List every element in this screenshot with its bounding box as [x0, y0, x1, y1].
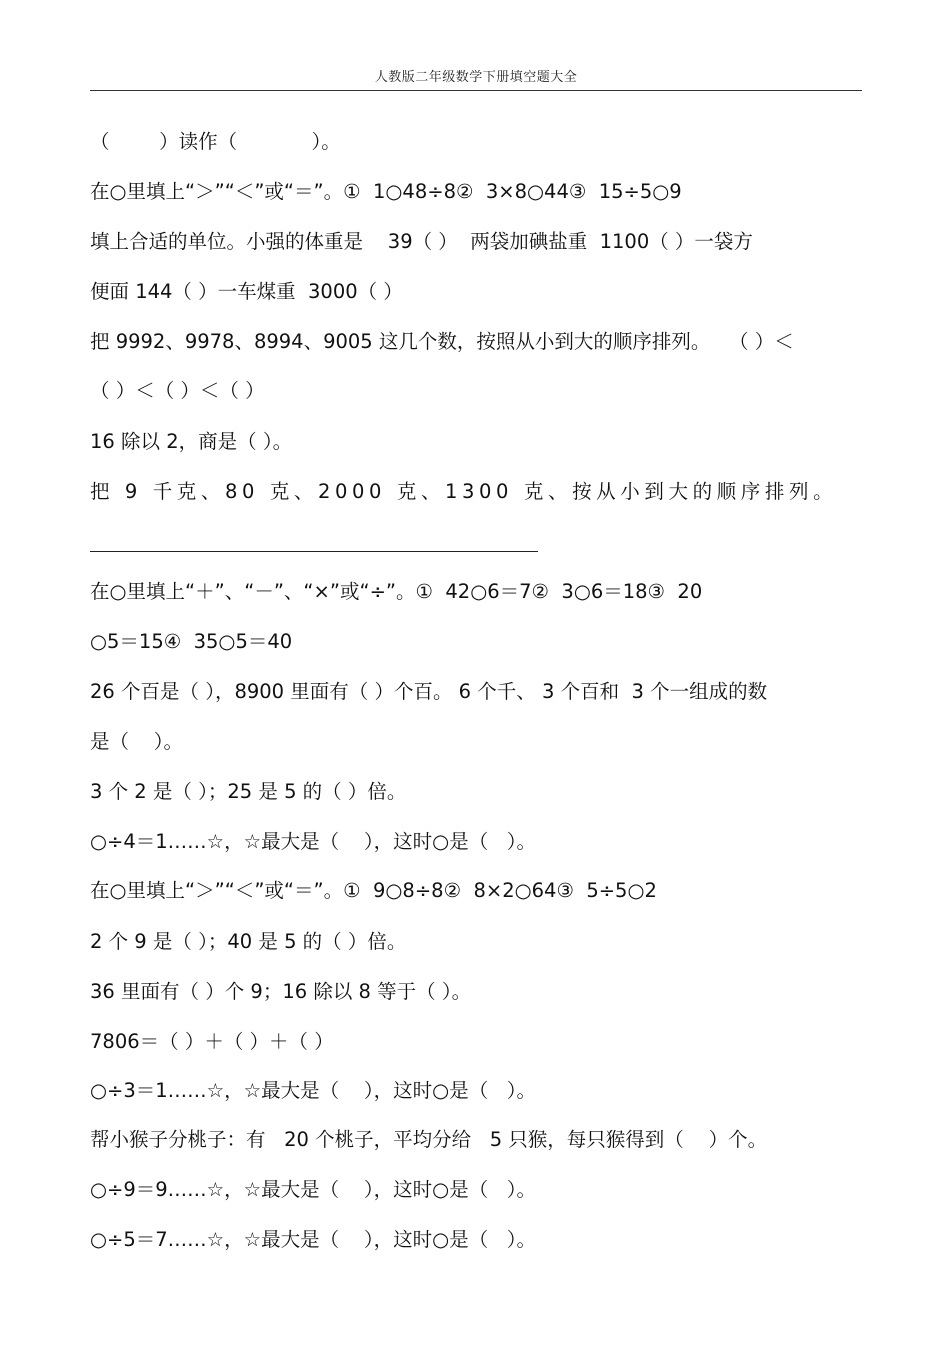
question-line-5: 把 9992、9978、8994、9005 这几个数，按照从小到大的顺序排列。 （ ）＜ — [90, 330, 794, 353]
question-line-11: 26 个百是（ ），8900 里面有（ ）个百。 6 个千、 3 个百和 3 个一组成的数 — [90, 680, 768, 703]
question-line-21: ○÷9＝9……☆，☆最大是（ ），这时○是（ ）。 — [90, 1178, 537, 1201]
question-line-9: 在○里填上“＋”、“－”、“×”或“÷”。① 42○6＝7② 3○6＝18③ 20 — [90, 580, 703, 603]
question-line-22: ○÷5＝7……☆，☆最大是（ ），这时○是（ ）。 — [90, 1228, 537, 1251]
question-line-7: 16 除以 2，商是（ ）。 — [90, 430, 293, 453]
question-line-18: 7806＝（ ）＋（ ）＋（ ） — [90, 1030, 334, 1053]
header-divider — [90, 90, 862, 91]
question-line-8: 把 9 千克、80 克、2000 克、1300 克、按从小到大的顺序排列。 — [90, 480, 838, 503]
question-line-6: （ ）＜（ ）＜（ ） — [90, 379, 265, 402]
question-line-14: ○÷4＝1……☆，☆最大是（ ），这时○是（ ）。 — [90, 830, 537, 853]
question-line-16: 2 个 9 是（ ）；40 是 5 的（ ）倍。 — [90, 930, 407, 953]
question-line-3: 填上合适的单位。小强的体重是 39（ ） 两袋加碘盐重 1100（ ）一袋方 — [90, 230, 753, 253]
question-line-19: ○÷3＝1……☆，☆最大是（ ），这时○是（ ）。 — [90, 1079, 537, 1102]
question-line-2: 在○里填上“＞”“＜”或“＝”。① 1○48÷8② 3×8○44③ 15÷5○9 — [90, 180, 682, 203]
question-line-12: 是（ ）。 — [90, 730, 184, 753]
question-line-20: 帮小猴子分桃子：有 20 个桃子，平均分给 5 只猴，每只猴得到（ ）个。 — [90, 1128, 768, 1151]
question-line-1: （ ）读作（ ）。 — [90, 130, 341, 153]
answer-blank-line — [90, 551, 538, 552]
page-header-title: 人教版二年级数学下册填空题大全 — [374, 70, 578, 85]
question-line-10: ○5＝15④ 35○5＝40 — [90, 630, 293, 653]
question-line-15: 在○里填上“＞”“＜”或“＝”。① 9○8÷8② 8×2○64③ 5÷5○2 — [90, 879, 657, 902]
question-line-13: 3 个 2 是（ ）；25 是 5 的（ ）倍。 — [90, 780, 407, 803]
question-line-4: 便面 144（ ）一车煤重 3000（ ） — [90, 280, 403, 303]
question-line-17: 36 里面有（ ）个 9；16 除以 8 等于（ ）。 — [90, 980, 472, 1003]
